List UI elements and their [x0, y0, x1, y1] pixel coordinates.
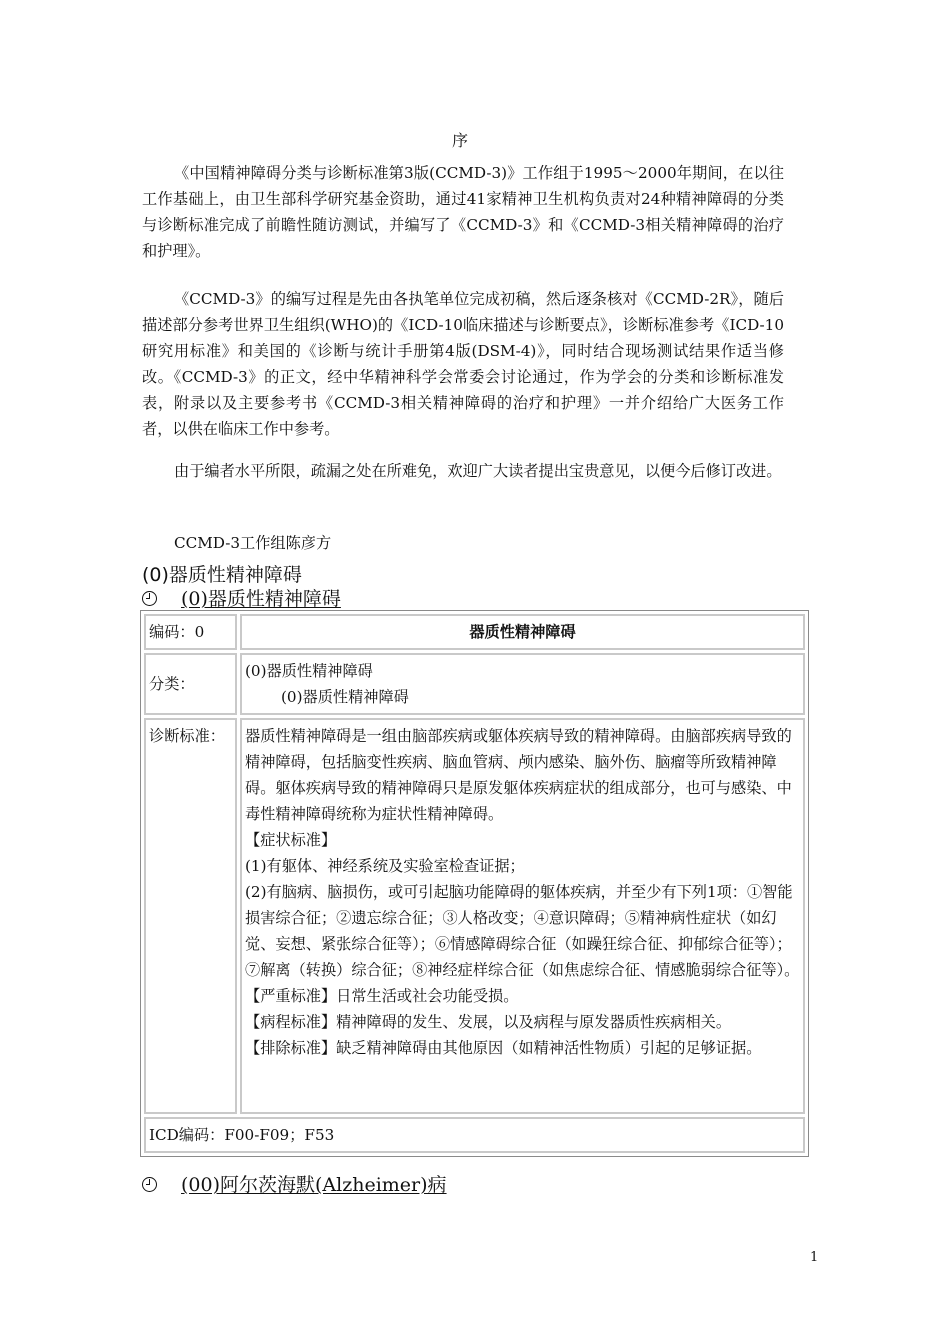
preface-signature: CCMD-3工作组陈彦方	[174, 534, 332, 552]
class-label: 分类：	[144, 653, 237, 715]
criteria-text: 【症状标准】	[245, 831, 337, 849]
class-item: (0)器质性精神障碍	[245, 662, 373, 680]
next-section-link[interactable]	[142, 1170, 447, 1197]
table-row	[144, 1117, 805, 1153]
table-row	[144, 614, 805, 650]
code-cell: 编码：0	[144, 614, 237, 650]
criteria-text: 【排除标准】缺乏精神障碍由其他原因（如精神活性物质）引起的足够证据。	[245, 1039, 762, 1057]
criteria-cell	[240, 718, 805, 1114]
criteria-text: (1)有躯体、神经系统及实验室检查证据；	[245, 857, 525, 875]
criteria-label: 诊断标准：	[144, 718, 237, 1114]
section-link[interactable]	[142, 584, 341, 611]
criteria-text: 【严重标准】日常生活或社会功能受损。	[245, 987, 519, 1005]
diagnosis-table	[140, 610, 809, 1157]
class-item: (0)器质性精神障碍	[281, 688, 409, 706]
icd-cell: ICD编码：F00-F09；F53	[144, 1117, 805, 1153]
preface-paragraph-1: 《中国精神障碍分类与诊断标准第3版(CCMD-3)》工作组于1995～2000年期间，在以往工作基础上，由卫生部科学研究基金资助，通过41家精神卫生机构负责对24种精神障碍的分类与诊断标准完成了前瞻性随访测试，并编写了《CCMD-3》和《CCMD-3相关精神障碍的治疗和护理》。	[142, 164, 784, 260]
preface-paragraph-3: 由于编者水平所限，疏漏之处在所难免，欢迎广大读者提出宝贵意见，以便今后修订改进。	[174, 462, 782, 480]
section-link-label[interactable]: (0)器质性精神障碍	[181, 588, 341, 610]
preface-paragraph-2: 《CCMD-3》的编写过程是先由各执笔单位完成初稿，然后逐条核对《CCMD-2R》，随后描述部分参考世界卫生组织(WHO)的《ICD-10临床描述与诊断要点》，诊断标准参考《ICD-10研究用标准》和美国的《诊断与统计手册第4版(DSM-4)》，同时结合现场测试结果作适当修改。《CCMD-3》的正文，经中华精神科学会常委会讨论通过，作为学会的分类和诊断标准发表，附录以及主要参考书《CCMD-3相关精神障碍的治疗和护理》一并介绍给广大医务工作者，以供在临床工作中参考。	[142, 290, 784, 438]
criteria-text: 【病程标准】精神障碍的发生、发展，以及病程与原发器质性疾病相关。	[245, 1013, 731, 1031]
table-header: 器质性精神障碍	[240, 614, 805, 650]
clock-icon	[142, 1177, 157, 1192]
next-section-label[interactable]: (00)阿尔茨海默(Alzheimer)病	[181, 1174, 447, 1196]
clock-icon	[142, 591, 157, 606]
criteria-text: 器质性精神障碍是一组由脑部疾病或躯体疾病导致的精神障碍。由脑部疾病导致的精神障碍，包括脑变性疾病、脑血管病、颅内感染、脑外伤、脑瘤等所致精神障碍。躯体疾病导致的精神障碍只是原发躯体疾病症状的组成部分，也可与感染、中毒性精神障碍统称为症状性精神障碍。	[245, 727, 792, 823]
criteria-text: (2)有脑病、脑损伤，或可引起脑功能障碍的躯体疾病，并至少有下列1项：①智能损害综合征；②遗忘综合征；③人格改变；④意识障碍；⑤精神病性症状（如幻觉、妄想、紧张综合征等）；⑥情感障碍综合征（如躁狂综合征、抑郁综合征等）；⑦解离（转换）综合征；⑧神经症样综合征（如焦虑综合征、情感脆弱综合征等）。	[245, 883, 800, 979]
table-row	[144, 653, 805, 715]
table-row	[144, 718, 805, 1114]
preface-title: 序	[452, 131, 469, 150]
page-number: 1	[810, 1250, 819, 1265]
section-heading: (0)器质性精神障碍	[142, 564, 302, 586]
class-cell	[240, 653, 805, 715]
